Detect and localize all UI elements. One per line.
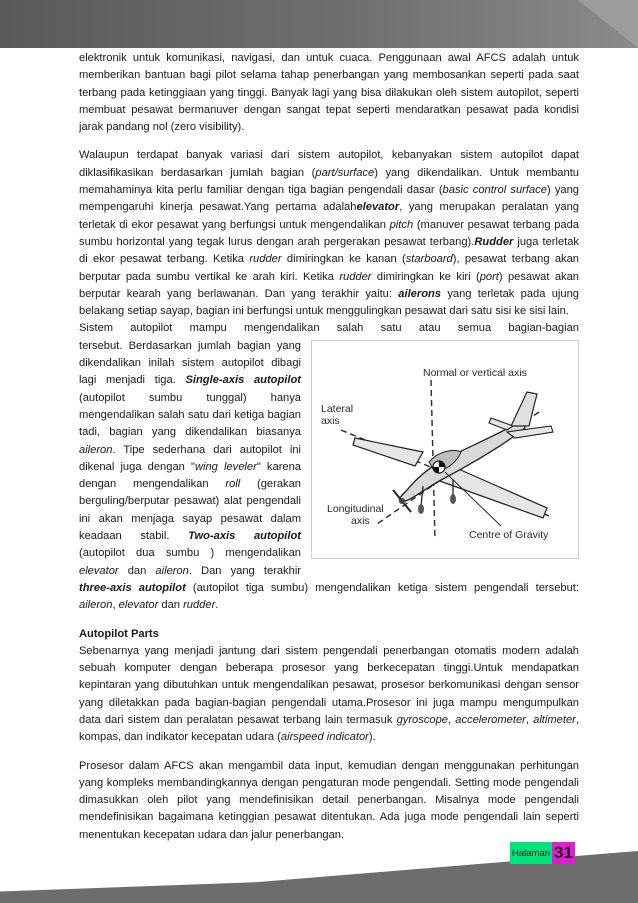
label-lateral-axis-2: axis bbox=[321, 414, 340, 427]
label-lateral-axis: Lateral bbox=[321, 402, 354, 415]
section-heading: Autopilot Parts bbox=[79, 627, 159, 640]
page-content bbox=[79, 50, 579, 844]
page-footer bbox=[510, 842, 575, 864]
header-band bbox=[0, 0, 638, 48]
footer-label: Halaman bbox=[510, 842, 552, 864]
label-normal-axis: Normal or vertical axis bbox=[423, 366, 527, 379]
front-wheel bbox=[418, 504, 424, 514]
label-longitudinal-axis-2: axis bbox=[351, 514, 370, 527]
page-number: 31 bbox=[554, 843, 573, 862]
header-accent bbox=[578, 0, 638, 48]
paragraph-autopilot-types: tersebut. Berdasarkan jumlah bagian yang dikendalikan inilah sistem autopilot dibagi lagi menjadi tiga. Single-axis autopilot (autopilot sumbu tunggal) hanya mengendalikan salah satu dari ketiga bagian tadi, bagian yang dikendalikan biasanya aileron. Tipe sederhana dari autopilot ini dikenal juga dengan "wing leveler" karena dengan mengendalikan roll (gerakan berguling/berputar pesawat) alat pengendali ini akan menjaga sayap pesawat dalam keadaan stabil. Two-axis autopilot (autopilot dua sumbu ) mengendalikan elevator dan aileron. Dan yang terakhir three-axis autopilot (autopilot tiga sumbu) mengendalikan ketiga sistem pengendali tersebut: aileron, elevator dan rudder. bbox=[79, 339, 579, 612]
paragraph-autopilot-types-first-line: Sistem autopilot mampu mengendalikan salah satu atau semua bagian-bagian bbox=[79, 322, 579, 335]
label-centre-of-gravity: Centre of Gravity bbox=[469, 528, 549, 541]
label-longitudinal-axis: Longitudinal bbox=[327, 502, 384, 515]
rear-wheel bbox=[450, 494, 456, 504]
aircraft-axes-figure bbox=[311, 340, 579, 559]
paragraph-processor: Prosesor dalam AFCS akan mengambil data input, kemudian dengan menggunakan perhitungan yang kompleks membandingkannya dengan pengaturan mode pengendali. Setting mode pengendali dimasukkan oleh pilot yang mendefinisikan detail penerbangan. Misalnya mode pengendali mendefinisikan bagaimana ketinggian pesawat ditentukan. Ada juga mode pengendali lain seperti menentukan kecepatan udara dan jalur penerbangan. bbox=[79, 759, 579, 841]
paragraph-autopilot-parts: Sebenarnya yang menjadi jantung dari sistem pengendali penerbangan otomatis modern adalah sebuah komputer dengan beberapa prosesor yang berkecepatan tinggi.Untuk mendapatkan kepintaran yang dibutuhkan untuk mengendalikan pesawat, prosesor berkomunikasi dengan sensor yang diletakkan pada bagian-bagian pengendali utama.Prosesor ini juga mampu mengumpulkan data dari sistem dan peralatan pesawat terbang lain termasuk gyroscope, accelerometer, altimeter, kompas, dan indikator kecepatan udara (airspeed indicator). bbox=[79, 644, 579, 744]
paragraph-intro: elektronik untuk komunikasi, navigasi, dan untuk cuaca. Penggunaan awal AFCS adalah untuk memberikan bantuan bagi pilot selama tahap penerbangan yang membosankan seperti pada saat terbang pada ketinggiaan yang tinggi. Banyak lagi yang bisa dilakukan oleh sistem autopilot, seperti membuat pesawat bermanuver dengan sangat tepat seperti mendaratkan pesawat pada kondisi jarak pandang nol (zero visibility). bbox=[79, 52, 579, 134]
aircraft-axes-diagram bbox=[311, 340, 579, 559]
paragraph-control-surfaces: Walaupun terdapat banyak variasi dari sistem autopilot, kebanyakan sistem autopilot dapat diklasifikasikan berdasarkan jumlah bagian (part/surface) yang dikendalikan. Untuk membantu memahaminya kita perlu familiar dengan tiga bagian pengendali dasar (basic control surface) yang mempengaruhi kinerja pesawat.Yang pertama adalahelevator, yang merupakan peralatan yang terletak di ekor pesawat yang berfungsi untuk mengendalikan pitch (manuver pesawat terbang pada sumbu horizontal yang tegak lurus dengan arah pergerakan pesawat terbang).Rudder juga terletak di ekor pesawat terbang. Ketika rudder dimiringkan ke kanan (starboard), pesawat terbang akan berputar pada sumbu vertikal ke arah kiri. Ketika rudder dimiringkan ke kiri (port) pesawat akan berputar kearah yang berlawanan. Dan yang terakhir yaitu: ailerons yang terletak pada ujung belakang setiap sayap, bagian ini berfungsi untuk menggulingkan pesawat dari satu sisi ke sisi lain. bbox=[79, 149, 580, 318]
spinner bbox=[399, 498, 405, 504]
